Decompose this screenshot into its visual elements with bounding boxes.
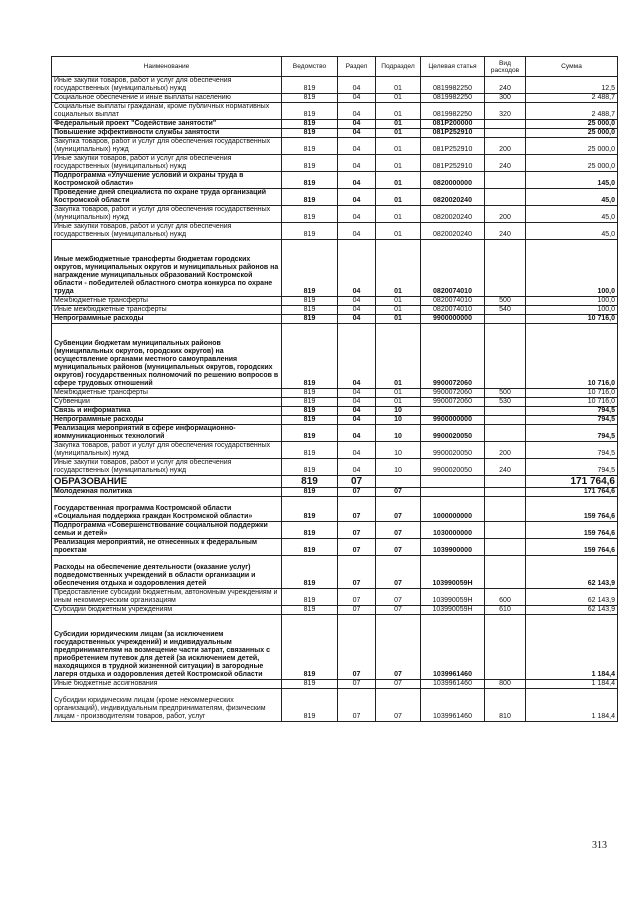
row-expense-type: 240 [485,223,526,240]
row-subsection: 10 [376,459,421,476]
row-target-article: 103990059Н [421,556,485,589]
row-name: Закупка товаров, работ и услуг для обеспечения государственных (муниципальных) нужд [52,442,282,459]
table-row [52,398,618,407]
table-row [52,407,618,416]
row-department: 819 [282,189,338,206]
table-row [52,459,618,476]
row-section: 04 [338,94,376,103]
table-row [52,680,618,689]
row-amount: 794,5 [526,416,618,425]
row-expense-type: 200 [485,206,526,223]
row-amount: 25 000,0 [526,155,618,172]
row-section: 04 [338,389,376,398]
row-section: 07 [338,680,376,689]
row-target-article: 9900072060 [421,398,485,407]
col-header-expense-type: Вид расходов [485,57,526,77]
row-section: 04 [338,407,376,416]
row-subsection: 07 [376,589,421,606]
row-name: Предоставление субсидий бюджетным, автономным учреждениям и иным некоммерческим организациям [52,589,282,606]
row-expense-type [485,240,526,297]
row-target-article: 0819982250 [421,77,485,94]
row-target-article [421,476,485,488]
row-subsection: 07 [376,606,421,615]
col-header-name: Наименование [52,57,282,77]
row-target-article: 0820074010 [421,306,485,315]
col-header-subsection: Подраздел [376,57,421,77]
row-name: Молодежная политика [52,488,282,497]
table-row [52,442,618,459]
row-department: 819 [282,459,338,476]
row-expense-type: 240 [485,459,526,476]
row-expense-type: 800 [485,680,526,689]
header-row [52,57,618,77]
row-department: 819 [282,155,338,172]
row-section: 04 [338,189,376,206]
row-name: Иные закупки товаров, работ и услуг для обеспечения государственных (муниципальных) нужд [52,223,282,240]
row-subsection: 01 [376,324,421,389]
table-row [52,77,618,94]
row-amount: 62 143,9 [526,589,618,606]
row-amount: 10 716,0 [526,315,618,324]
row-subsection: 10 [376,442,421,459]
row-expense-type: 610 [485,606,526,615]
row-subsection: 07 [376,615,421,680]
row-target-article: 0820074010 [421,297,485,306]
row-expense-type [485,416,526,425]
row-department: 819 [282,94,338,103]
row-amount: 62 143,9 [526,606,618,615]
row-expense-type [485,189,526,206]
table-row [52,240,618,297]
table-row [52,206,618,223]
row-department: 819 [282,522,338,539]
row-target-article: 081P252910 [421,138,485,155]
row-section: 07 [338,539,376,556]
row-section: 04 [338,297,376,306]
row-target-article: 103990059Н [421,606,485,615]
row-subsection: 01 [376,129,421,138]
row-amount: 159 764,6 [526,497,618,522]
row-department: 819 [282,476,338,488]
row-amount: 62 143,9 [526,556,618,589]
row-amount: 794,5 [526,459,618,476]
row-amount: 45,0 [526,223,618,240]
row-name: Социальное обеспечение и иные выплаты населению [52,94,282,103]
row-expense-type [485,615,526,680]
row-amount: 10 716,0 [526,324,618,389]
row-section: 07 [338,476,376,488]
row-subsection: 01 [376,103,421,120]
table-row [52,155,618,172]
row-expense-type: 530 [485,398,526,407]
table-body [52,77,618,722]
row-department: 819 [282,129,338,138]
row-amount: 159 764,6 [526,522,618,539]
row-amount: 2 488,7 [526,94,618,103]
table-row [52,129,618,138]
row-section: 04 [338,398,376,407]
row-name: Связь и информатика [52,407,282,416]
row-name: Государственная программа Костромской области «Социальная поддержка граждан Костромской области» [52,497,282,522]
row-expense-type: 810 [485,689,526,722]
row-name: Закупка товаров, работ и услуг для обеспечения государственных (муниципальных) нужд [52,206,282,223]
row-department: 819 [282,539,338,556]
row-amount: 10 716,0 [526,398,618,407]
row-section: 04 [338,315,376,324]
row-target-article: 1039961460 [421,615,485,680]
row-section: 04 [338,425,376,442]
row-subsection: 01 [376,206,421,223]
row-name: Подпрограмма «Совершенствование социальной поддержки семьи и детей» [52,522,282,539]
col-header-amount: Сумма [526,57,618,77]
row-department: 819 [282,606,338,615]
row-name: Иные закупки товаров, работ и услуг для обеспечения государственных (муниципальных) нужд [52,459,282,476]
row-target-article: 0820020240 [421,189,485,206]
row-subsection: 07 [376,680,421,689]
row-name: Иные закупки товаров, работ и услуг для обеспечения государственных (муниципальных) нужд [52,77,282,94]
row-department: 819 [282,138,338,155]
row-department: 819 [282,416,338,425]
row-target-article: 0820000000 [421,172,485,189]
table-row [52,606,618,615]
row-name: Субсидии юридическим лицам (кроме некоммерческих организаций), индивидуальным предпринимателям, физическим лицам - производителям товаров, работ, услуг [52,689,282,722]
table-row [52,522,618,539]
row-department: 819 [282,615,338,680]
row-name: Субвенции [52,398,282,407]
row-amount: 794,5 [526,442,618,459]
row-subsection: 01 [376,223,421,240]
row-expense-type [485,315,526,324]
row-target-article: 0820020240 [421,206,485,223]
row-department: 819 [282,297,338,306]
row-department: 819 [282,589,338,606]
row-expense-type [485,539,526,556]
table-row [52,389,618,398]
budget-table [51,56,618,722]
page-number: 313 [592,840,607,851]
row-expense-type: 500 [485,297,526,306]
row-expense-type [485,324,526,389]
table-row [52,689,618,722]
row-amount: 794,5 [526,425,618,442]
row-subsection: 01 [376,77,421,94]
row-name: Непрограммные расходы [52,416,282,425]
table-row [52,416,618,425]
row-expense-type: 600 [485,589,526,606]
row-name: Повышение эффективности службы занятости [52,129,282,138]
row-section: 04 [338,138,376,155]
row-subsection: 10 [376,407,421,416]
row-department: 819 [282,680,338,689]
row-expense-type [485,120,526,129]
row-section: 04 [338,103,376,120]
row-name: Межбюджетные трансферты [52,297,282,306]
row-target-article: 9900000000 [421,416,485,425]
row-department: 819 [282,306,338,315]
row-name: Проведение дней специалиста по охране труда организаций Костромской области [52,189,282,206]
row-amount: 2 488,7 [526,103,618,120]
row-target-article: 9900020050 [421,425,485,442]
row-section: 04 [338,306,376,315]
row-target-article: 081P200000 [421,120,485,129]
row-target-article: 081P252910 [421,155,485,172]
table-row [52,223,618,240]
row-department: 819 [282,442,338,459]
table-row [52,425,618,442]
row-department: 819 [282,389,338,398]
row-expense-type: 500 [485,389,526,398]
row-expense-type [485,522,526,539]
row-subsection: 01 [376,94,421,103]
row-section: 04 [338,416,376,425]
row-subsection: 10 [376,416,421,425]
table-row [52,172,618,189]
row-amount: 794,5 [526,407,618,416]
row-expense-type [485,556,526,589]
row-department: 819 [282,223,338,240]
row-target-article: 081P252910 [421,129,485,138]
row-section: 04 [338,155,376,172]
row-expense-type: 540 [485,306,526,315]
row-name: Федеральный проект "Содействие занятости" [52,120,282,129]
row-name: Социальные выплаты гражданам, кроме публичных нормативных социальных выплат [52,103,282,120]
row-department: 819 [282,324,338,389]
row-section: 04 [338,120,376,129]
row-subsection: 01 [376,315,421,324]
row-subsection: 01 [376,306,421,315]
row-subsection: 10 [376,425,421,442]
table-row [52,297,618,306]
row-expense-type [485,497,526,522]
row-department: 819 [282,425,338,442]
col-header-section: Раздел [338,57,376,77]
row-target-article: 9900020050 [421,442,485,459]
row-section: 04 [338,206,376,223]
row-target-article: 1030000000 [421,522,485,539]
row-amount: 100,0 [526,240,618,297]
row-department: 819 [282,407,338,416]
row-department: 819 [282,206,338,223]
row-amount: 145,0 [526,172,618,189]
table-row [52,94,618,103]
row-expense-type [485,488,526,497]
row-name: Подпрограмма «Улучшение условий и охраны труда в Костромской области» [52,172,282,189]
row-subsection: 01 [376,240,421,297]
row-section: 04 [338,77,376,94]
row-target-article: 1039961460 [421,680,485,689]
row-amount: 12,5 [526,77,618,94]
row-section: 07 [338,488,376,497]
table-row [52,306,618,315]
row-amount: 1 184,4 [526,615,618,680]
row-subsection: 01 [376,138,421,155]
row-name: Субсидии бюджетным учреждениям [52,606,282,615]
row-subsection: 07 [376,497,421,522]
row-name: Иные закупки товаров, работ и услуг для обеспечения государственных (муниципальных) нужд [52,155,282,172]
row-target-article: 9900000000 [421,315,485,324]
row-target-article: 9900020050 [421,459,485,476]
row-target-article: 103990059Н [421,589,485,606]
row-amount: 159 764,6 [526,539,618,556]
row-subsection: 07 [376,488,421,497]
row-department: 819 [282,556,338,589]
row-name: Реализация мероприятий, не отнесенных к федеральным проектам [52,539,282,556]
row-expense-type [485,476,526,488]
row-subsection: 07 [376,522,421,539]
table-row [52,497,618,522]
row-target-article [421,407,485,416]
row-name: Иные межбюджетные трансферты [52,306,282,315]
row-department: 819 [282,497,338,522]
row-amount: 10 716,0 [526,389,618,398]
row-expense-type [485,172,526,189]
row-target-article: 1039961460 [421,689,485,722]
row-subsection: 01 [376,189,421,206]
row-name: Реализация мероприятий в сфере информационно-коммуникационных технологий [52,425,282,442]
row-section: 04 [338,324,376,389]
row-department: 819 [282,488,338,497]
table-row [52,615,618,680]
row-target-article: 9900072060 [421,324,485,389]
row-amount: 45,0 [526,189,618,206]
row-section: 07 [338,556,376,589]
row-target-article: 9900072060 [421,389,485,398]
row-target-article [421,488,485,497]
row-section: 07 [338,589,376,606]
row-name: ОБРАЗОВАНИЕ [52,476,282,488]
table-row [52,103,618,120]
row-section: 04 [338,459,376,476]
row-expense-type [485,407,526,416]
row-amount: 171 764,6 [526,476,618,488]
table-row [52,488,618,497]
row-section: 04 [338,240,376,297]
row-expense-type [485,129,526,138]
table-row [52,539,618,556]
row-section: 04 [338,442,376,459]
row-department: 819 [282,315,338,324]
row-section: 07 [338,606,376,615]
row-expense-type: 240 [485,155,526,172]
row-amount: 100,0 [526,306,618,315]
row-subsection: 01 [376,389,421,398]
row-subsection: 07 [376,539,421,556]
row-amount: 100,0 [526,297,618,306]
row-target-article: 0819982250 [421,103,485,120]
row-department: 819 [282,240,338,297]
row-name: Непрограммные расходы [52,315,282,324]
table-row [52,556,618,589]
row-subsection: 01 [376,297,421,306]
row-subsection: 01 [376,120,421,129]
row-section: 04 [338,172,376,189]
row-amount: 25 000,0 [526,120,618,129]
row-department: 819 [282,77,338,94]
row-section: 07 [338,615,376,680]
row-amount: 45,0 [526,206,618,223]
table-row [52,476,618,488]
row-expense-type [485,425,526,442]
row-department: 819 [282,172,338,189]
table-row [52,315,618,324]
row-section: 07 [338,689,376,722]
row-amount: 1 184,4 [526,689,618,722]
table-row [52,589,618,606]
row-name: Расходы на обеспечение деятельности (оказание услуг) подведомственных учреждений в области организации и обеспечения отдыха и оздоровления детей [52,556,282,589]
row-section: 07 [338,497,376,522]
row-section: 04 [338,129,376,138]
col-header-department: Ведомство [282,57,338,77]
row-amount: 1 184,4 [526,680,618,689]
row-department: 819 [282,120,338,129]
table-row [52,138,618,155]
row-name: Закупка товаров, работ и услуг для обеспечения государственных (муниципальных) нужд [52,138,282,155]
row-expense-type: 300 [485,94,526,103]
row-name: Субвенции бюджетам муниципальных районов (муниципальных округов, городских округов) на осуществление органами местного самоуправления муниципальных районов (муниципальных округов, городских округов) государственных полномочий по решению вопросов в сфере трудовых отношений [52,324,282,389]
row-subsection [376,476,421,488]
row-subsection: 01 [376,398,421,407]
table-row [52,189,618,206]
row-name: Иные межбюджетные трансферты бюджетам городских округов, муниципальных округов и муниципальных районов на награждение муниципальных образований Костромской области - победителей областного смотра конкурса по охране труда [52,240,282,297]
row-name: Иные бюджетные ассигнования [52,680,282,689]
row-subsection: 07 [376,689,421,722]
row-expense-type: 200 [485,442,526,459]
col-header-target-article: Целевая статья [421,57,485,77]
row-amount: 25 000,0 [526,129,618,138]
row-department: 819 [282,103,338,120]
row-target-article: 0820074010 [421,240,485,297]
row-expense-type: 320 [485,103,526,120]
row-section: 04 [338,223,376,240]
row-expense-type: 200 [485,138,526,155]
row-name: Субсидии юридическим лицам (за исключением государственных учреждений) и индивидуальным предпринимателям на возмещение части затрат, связанных с приобретением путевок для детей (за исключением детей, находящихся в трудной жизненной ситуации) в загородные лагеря отдыха и оздоровления детей Костромской области [52,615,282,680]
row-subsection: 07 [376,556,421,589]
row-subsection: 01 [376,155,421,172]
row-amount: 171 764,6 [526,488,618,497]
table-row [52,324,618,389]
row-target-article: 1039900000 [421,539,485,556]
row-expense-type: 240 [485,77,526,94]
row-department: 819 [282,398,338,407]
row-target-article: 0819982250 [421,94,485,103]
row-amount: 25 000,0 [526,138,618,155]
row-department: 819 [282,689,338,722]
row-name: Межбюджетные трансферты [52,389,282,398]
row-subsection: 01 [376,172,421,189]
table-row [52,120,618,129]
row-target-article: 1000000000 [421,497,485,522]
row-section: 07 [338,522,376,539]
row-target-article: 0820020240 [421,223,485,240]
